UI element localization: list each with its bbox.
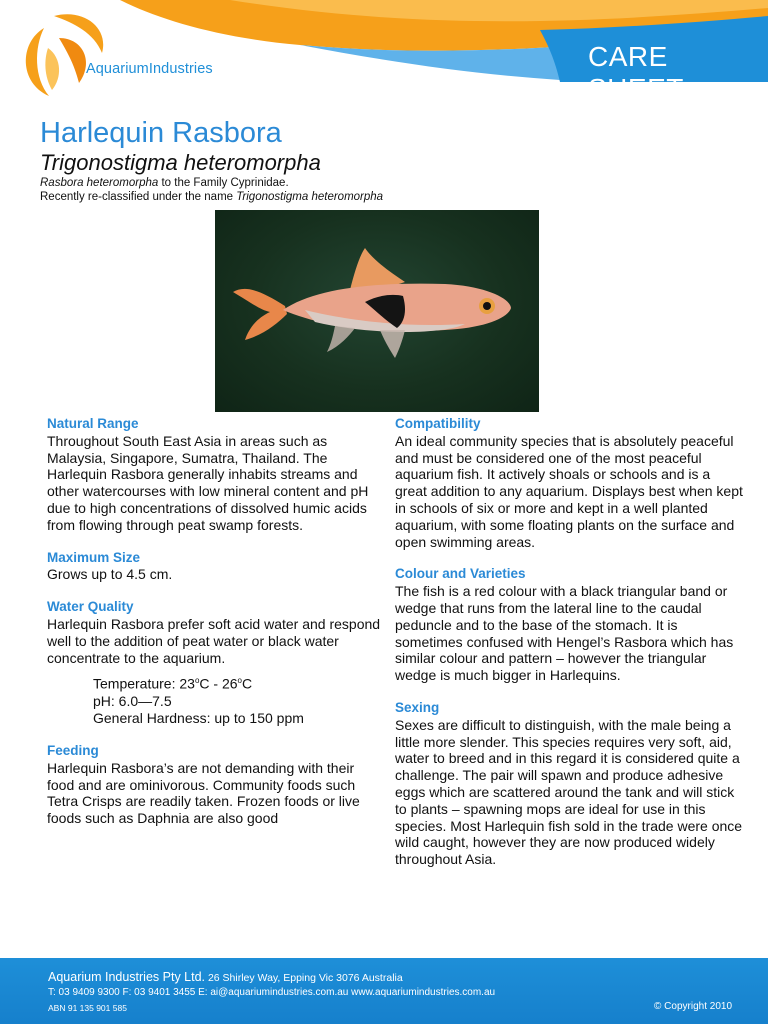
left-column xyxy=(47,416,383,843)
general-hardness: General Hardness: up to 150 ppm xyxy=(93,710,304,727)
water-parameters xyxy=(93,672,383,727)
natural-range-text: Throughout South East Asia in areas such as Malaysia, Singapore, Sumatra, Thailand. The Harlequin Rasbora generally inhabits streams and other watercourses with low mineral content and pH due to high concentrations of dissolved humic acids from flowing through peat swamp forests. xyxy=(47,432,369,533)
company-name: Aquarium Industries Pty Ltd. xyxy=(48,970,206,984)
colour-varieties-text: The fish is a red colour with a black triangular band or wedge that runs from the lateral line to the caudal peduncle and to the base of the stomach. It is sometimes confused with Hengel’s Rasbora which has similar colour and pattern – however the triangular wedge is much bigger in Harlequins. xyxy=(395,583,734,684)
water-quality-text: Harlequin Rasbora prefer soft acid water and respond well to the addition of peat water or black water concentrate to the aquarium. xyxy=(47,615,381,666)
common-name-title: Harlequin Rasbora xyxy=(40,117,282,149)
footer-company-line xyxy=(48,970,403,984)
sexing-text: Sexes are difficult to distinguish, with the male being a little more slender. This species requires very soft, aid, water to breed and in this regard it is considered quite a challenge. The pair will spawn and produce adhesive eggs which are scattered around the tank and will stick to plants – spawning mops are ideal for use in this species. Most Harlequin fish sold in the trade were once wild caught, however they are now produced widely throughout Asia. xyxy=(395,716,743,868)
temperature-range: Temperature: 23$^o$C - 26$^o$C xyxy=(93,676,253,693)
water-quality-heading: Water Quality xyxy=(47,599,134,615)
footer-abn: ABN 91 135 901 585 xyxy=(48,1003,127,1013)
reclassification-note: Recently re-classified under the name Trigonostigma heteromorpha xyxy=(40,191,384,203)
footer-copyright: © Copyright 2010 xyxy=(654,1001,732,1012)
scientific-name: Trigonostigma heteromorpha xyxy=(40,150,321,175)
compatibility-text: An ideal community species that is absolutely peaceful and must be considered one of the most peaceful aquarium fish. It actively shoals or schools and is a great addition to any aquarium. Displays best when kept in schools of six or more and kept in a well planted aquarium, with some floating plants on the surface and open swimming areas. xyxy=(395,432,743,550)
brand-name: AquariumIndustries xyxy=(86,61,213,77)
sexing-heading: Sexing xyxy=(395,699,440,715)
care-sheet-title: CARE SHEET xyxy=(588,41,684,104)
harlequin-rasbora-illustration xyxy=(215,210,539,412)
company-address: 26 Shirley Way, Epping Vic 3076 Australia xyxy=(205,972,403,984)
right-column xyxy=(395,416,745,884)
header-banner xyxy=(0,0,768,110)
maximum-size-text: Grows up to 4.5 cm. xyxy=(47,566,173,583)
footer xyxy=(0,958,768,1024)
natural-range-heading: Natural Range xyxy=(47,416,139,431)
synonym-note: Rasbora heteromorpha to the Family Cyprinidae. xyxy=(40,177,289,189)
fish-photo xyxy=(215,210,539,412)
compatibility-heading: Compatibility xyxy=(395,416,481,431)
feeding-heading: Feeding xyxy=(47,743,99,759)
colour-varieties-heading: Colour and Varieties xyxy=(395,566,526,582)
maximum-size-heading: Maximum Size xyxy=(47,549,141,565)
feeding-text: Harlequin Rasbora’s are not demanding with their food and are ominivorous. Community foods such Tetra Crisps are readily taken. Frozen foods or live foods such as Daphnia are also good xyxy=(47,759,360,827)
ph-range: pH: 6.0—7.5 xyxy=(93,693,172,710)
footer-contact-line: T: 03 9409 9300 F: 03 9401 3455 E: ai@aquariumindustries.com.au www.aquariumindustries.com.au xyxy=(48,987,496,998)
aquarium-industries-logo xyxy=(14,8,104,108)
